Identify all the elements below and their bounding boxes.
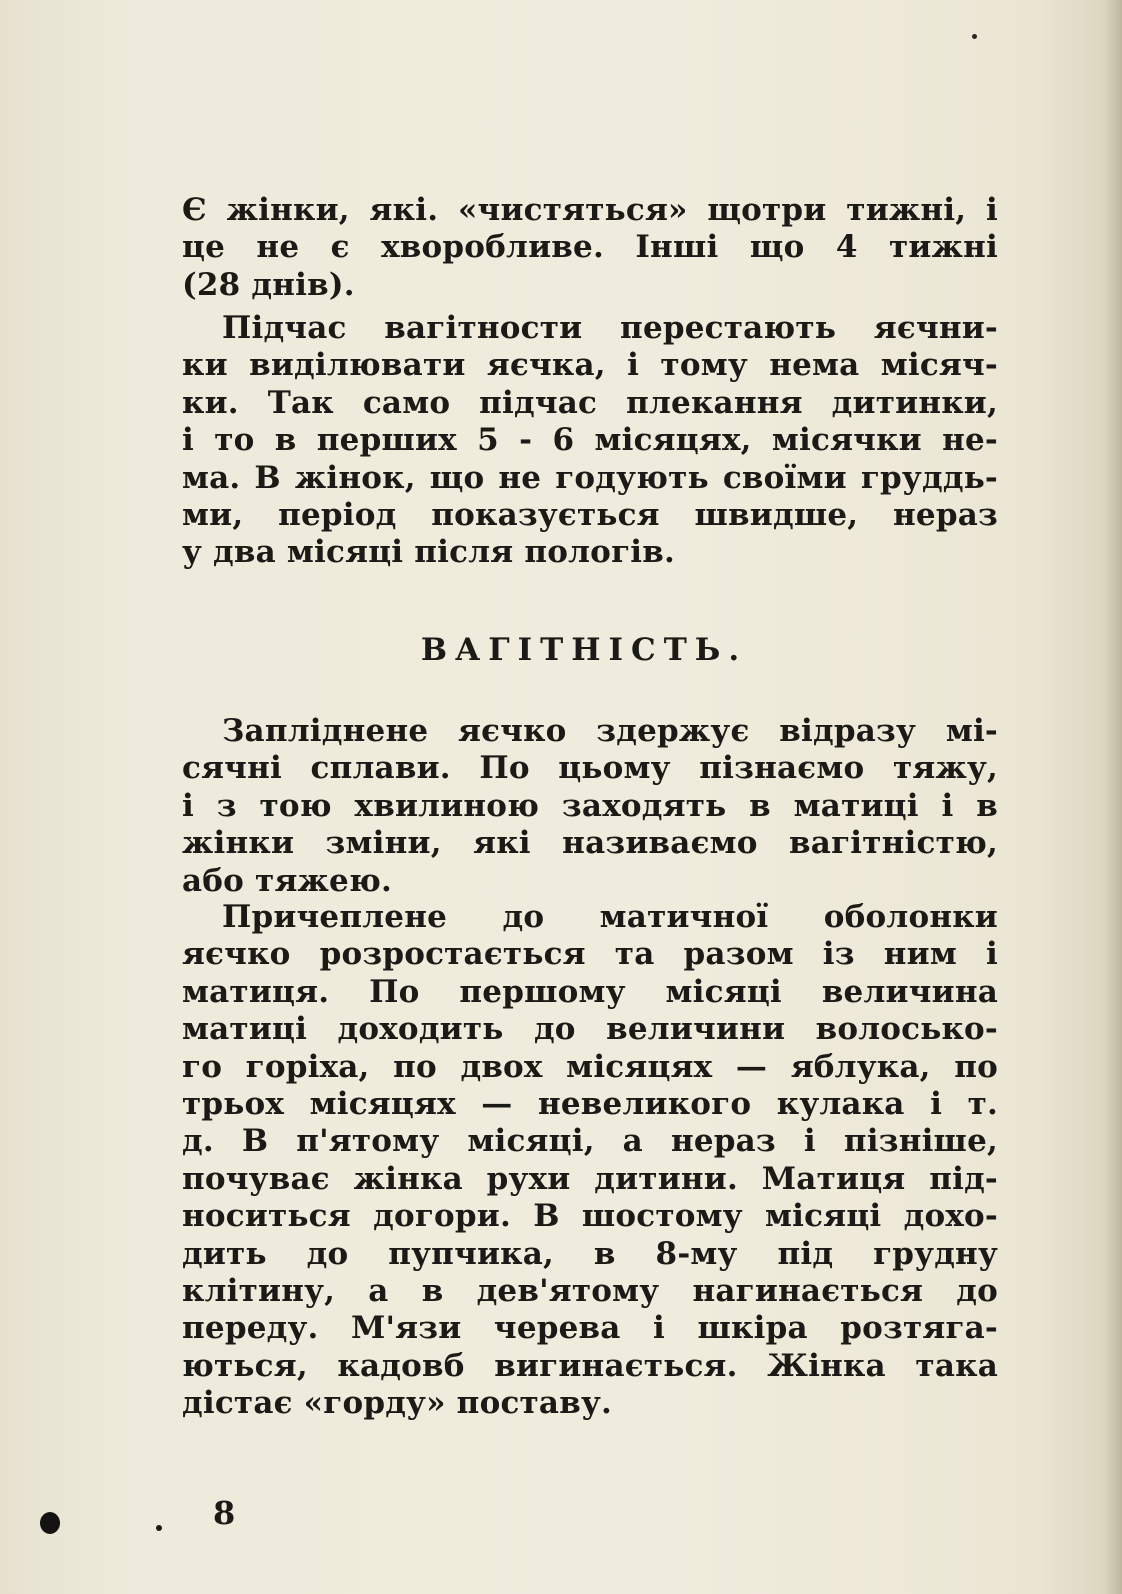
text-line: сячні сплави. По цьому пізнаємо тяжу, [182, 750, 998, 787]
text-line: трьох місяцях — невеликого кулака і т. [182, 1085, 998, 1122]
text-line: або тяжею. [182, 862, 392, 899]
text-line: Причеплене до матичної оболонки [222, 899, 998, 935]
page-edge-shadow [1104, 0, 1122, 1594]
ink-blot [40, 1512, 60, 1534]
text-line: ма. В жінок, що не годують своїми груддь- [182, 459, 998, 496]
section-heading: ВАГІТНІСТЬ. [420, 632, 748, 668]
text-line: і з тою хвилиною заходять в матиці і в [182, 787, 998, 824]
text-line: носиться догори. В шостому місяці дохо- [182, 1198, 998, 1235]
text-line: го горіха, по двох місяцях — яблука, по [182, 1048, 998, 1085]
ink-dot [156, 1525, 162, 1531]
text-line: переду. М'язи черева і шкіра розтяга- [182, 1310, 998, 1347]
text-line: і то в перших 5 - 6 місяцях, місячки не- [182, 422, 998, 459]
text-line: ки виділювати яєчка, і тому нема місяч- [182, 347, 998, 384]
text-line: ки. Так само підчас плекання дитинки, [182, 384, 998, 421]
text-line: у два місяці після пологів. [182, 534, 675, 571]
text-line: Є жінки, які. «чистяться» щотри тижні, і [182, 192, 998, 228]
paragraph-fertilized-egg [182, 713, 998, 900]
text-line: яєчко розростається та разом із ним і [182, 936, 998, 973]
text-line: Запліднене яєчко здержує відразу мі- [222, 713, 998, 749]
text-line: клітину, а в дев'ятому нагинається до [182, 1272, 998, 1309]
text-line: (28 днів). [182, 266, 355, 303]
text-line: почуває жінка рухи дитини. Матиця під- [182, 1160, 998, 1197]
text-line: д. В п'ятому місяці, а нераз і пізніше, [182, 1123, 998, 1160]
text-line: матиці доходить до величини волосько- [182, 1011, 998, 1048]
text-line: ються, кадовб вигинається. Жінка така [182, 1347, 998, 1384]
paragraph-menstruation-cycle [182, 192, 998, 304]
paragraph-uterus-growth [182, 899, 998, 1422]
text-line: Підчас вагітности перестають яєчни- [222, 310, 998, 346]
page-number: 8 [213, 1494, 236, 1532]
text-line: дить до пупчика, в 8-му під грудну [182, 1235, 998, 1272]
paragraph-pregnancy-menses [182, 310, 998, 572]
text-line: матиця. По першому місяці величина [182, 973, 998, 1010]
ink-speck [972, 34, 977, 39]
text-line: жінки зміни, які називаємо вагітністю, [182, 825, 998, 862]
text-line: ми, період показується швидше, нераз [182, 496, 998, 533]
text-line: дістає «горду» поставу. [182, 1385, 612, 1422]
text-line: це не є хворобливе. Інші що 4 тижні [182, 229, 998, 266]
